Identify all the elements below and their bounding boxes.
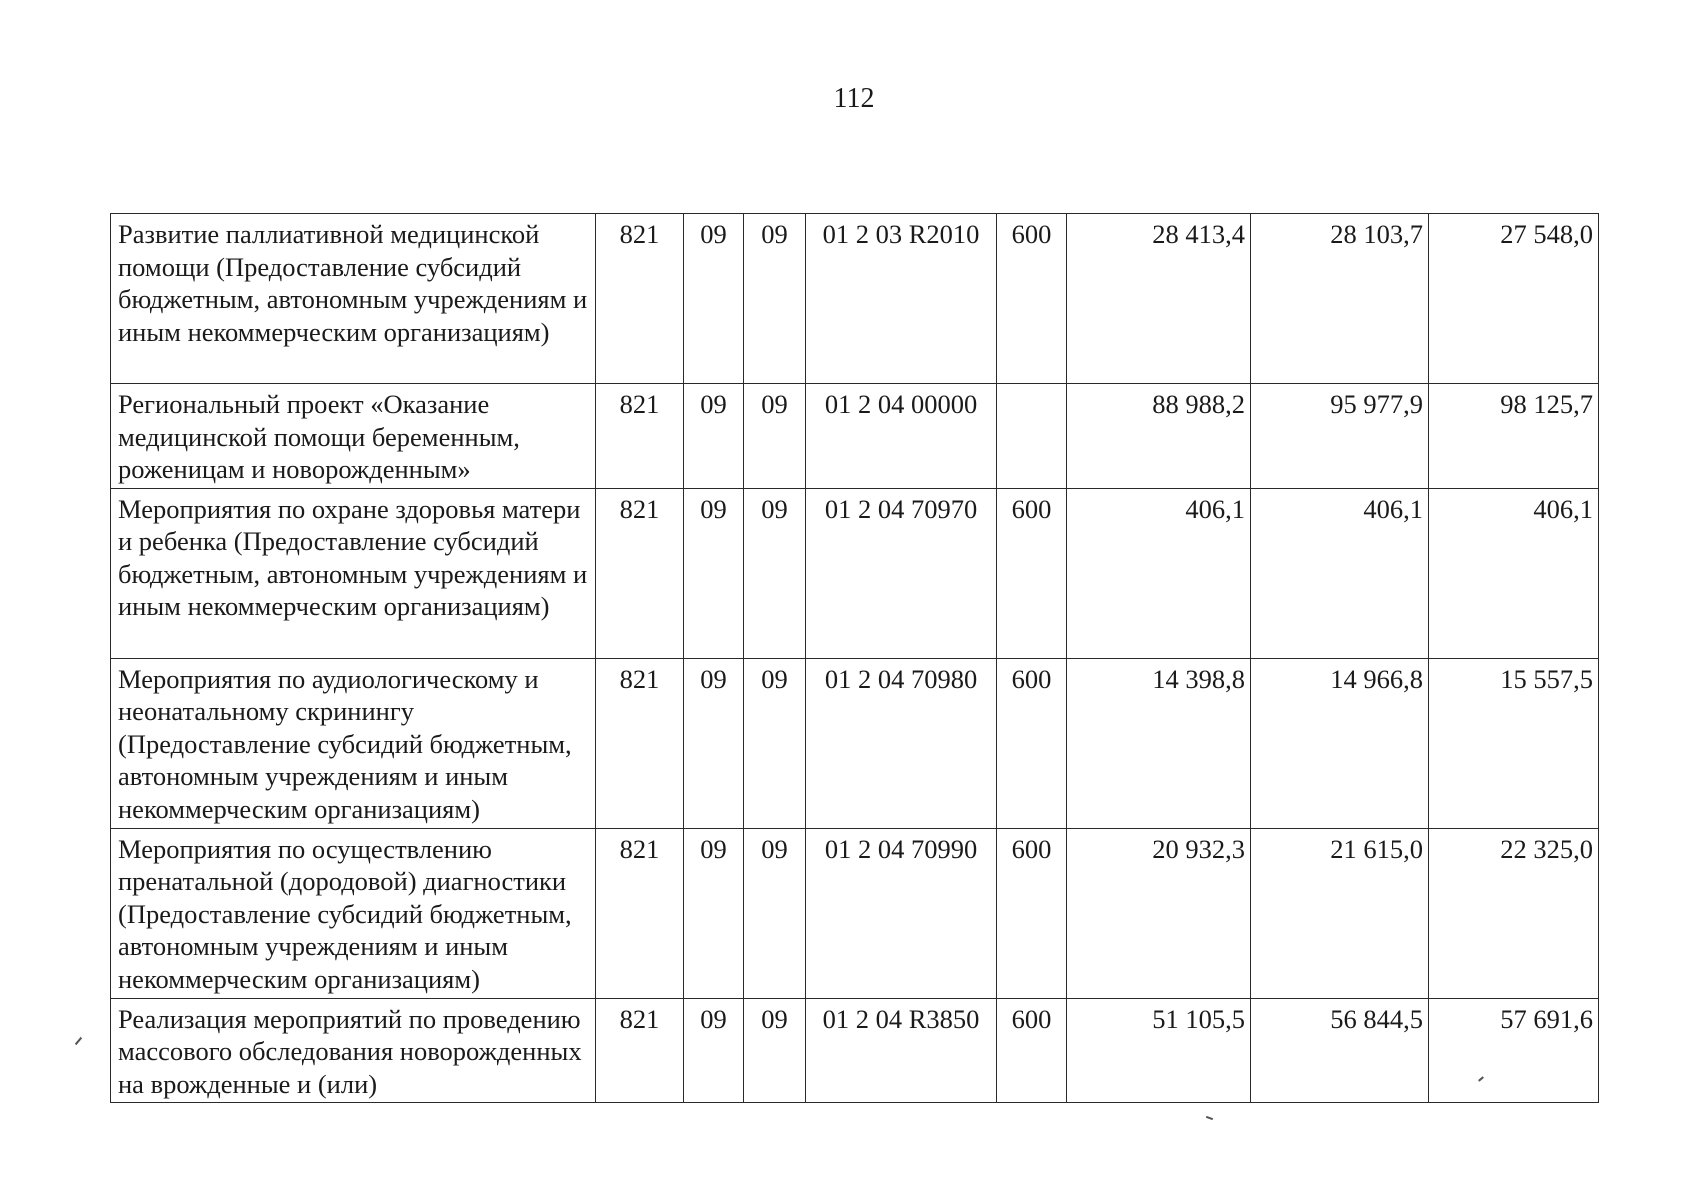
expense-type-cell: 600 [997,488,1067,658]
subsection-code-cell: 09 [744,488,806,658]
subsection-code-cell: 09 [744,658,806,828]
expense-name-cell: Региональный проект «Оказание медицинской помощи беременным, роженицам и новорожденным» [111,384,596,489]
subsection-code-cell: 09 [744,384,806,489]
target-article-cell: 01 2 04 70990 [806,828,997,998]
expense-name-cell: Развитие паллиативной медицинской помощи (Предоставление субсидий бюджетным, автономным учреждениям и иным некоммерческим организациям) [111,214,596,384]
amount-1-cell: 28 413,4 [1067,214,1251,384]
amount-3-cell: 57 691,6 [1429,998,1599,1103]
ministry-code-cell: 821 [596,384,684,489]
section-code-cell: 09 [684,828,744,998]
subsection-code-cell: 09 [744,998,806,1103]
amount-2-cell: 21 615,0 [1251,828,1429,998]
table-row [111,998,1599,1103]
ministry-code-cell: 821 [596,828,684,998]
target-article-cell: 01 2 04 70980 [806,658,997,828]
budget-table [110,213,1599,1103]
expense-name-cell: Мероприятия по аудиологическому и неонатальному скринингу (Предоставление субсидий бюджетным, автономным учреждениям и иным некоммерческим организациям) [111,658,596,828]
expense-type-cell [997,384,1067,489]
subsection-code-cell: 09 [744,828,806,998]
expense-type-cell: 600 [997,828,1067,998]
amount-3-cell: 98 125,7 [1429,384,1599,489]
expense-name-cell: Мероприятия по охране здоровья матери и ребенка (Предоставление субсидий бюджетным, автономным учреждениям и иным некоммерческим организациям) [111,488,596,658]
amount-1-cell: 88 988,2 [1067,384,1251,489]
section-code-cell: 09 [684,658,744,828]
ministry-code-cell: 821 [596,214,684,384]
scan-speck [75,1037,82,1045]
subsection-code-cell: 09 [744,214,806,384]
amount-2-cell: 406,1 [1251,488,1429,658]
expense-type-cell: 600 [997,658,1067,828]
amount-3-cell: 22 325,0 [1429,828,1599,998]
amount-3-cell: 15 557,5 [1429,658,1599,828]
table-row [111,488,1599,658]
ministry-code-cell: 821 [596,658,684,828]
section-code-cell: 09 [684,214,744,384]
ministry-code-cell: 821 [596,998,684,1103]
amount-3-cell: 27 548,0 [1429,214,1599,384]
amount-2-cell: 95 977,9 [1251,384,1429,489]
amount-1-cell: 20 932,3 [1067,828,1251,998]
scan-speck [1206,1116,1213,1120]
amount-1-cell: 14 398,8 [1067,658,1251,828]
table-row [111,214,1599,384]
expense-name-cell: Мероприятия по осуществлению пренатальной (дородовой) диагностики (Предоставление субсидий бюджетным, автономным учреждениям и иным некоммерческим организациям) [111,828,596,998]
amount-2-cell: 28 103,7 [1251,214,1429,384]
ministry-code-cell: 821 [596,488,684,658]
amount-1-cell: 51 105,5 [1067,998,1251,1103]
section-code-cell: 09 [684,488,744,658]
expense-name-cell: Реализация мероприятий по проведению массового обследования новорожденных на врожденные и (или) [111,998,596,1103]
amount-1-cell: 406,1 [1067,488,1251,658]
table-row [111,384,1599,489]
target-article-cell: 01 2 03 R2010 [806,214,997,384]
expense-type-cell: 600 [997,998,1067,1103]
section-code-cell: 09 [684,384,744,489]
expense-type-cell: 600 [997,214,1067,384]
amount-3-cell: 406,1 [1429,488,1599,658]
target-article-cell: 01 2 04 R3850 [806,998,997,1103]
table-row [111,658,1599,828]
target-article-cell: 01 2 04 00000 [806,384,997,489]
section-code-cell: 09 [684,998,744,1103]
target-article-cell: 01 2 04 70970 [806,488,997,658]
table-row [111,828,1599,998]
page-number: 112 [833,83,875,114]
amount-2-cell: 56 844,5 [1251,998,1429,1103]
amount-2-cell: 14 966,8 [1251,658,1429,828]
